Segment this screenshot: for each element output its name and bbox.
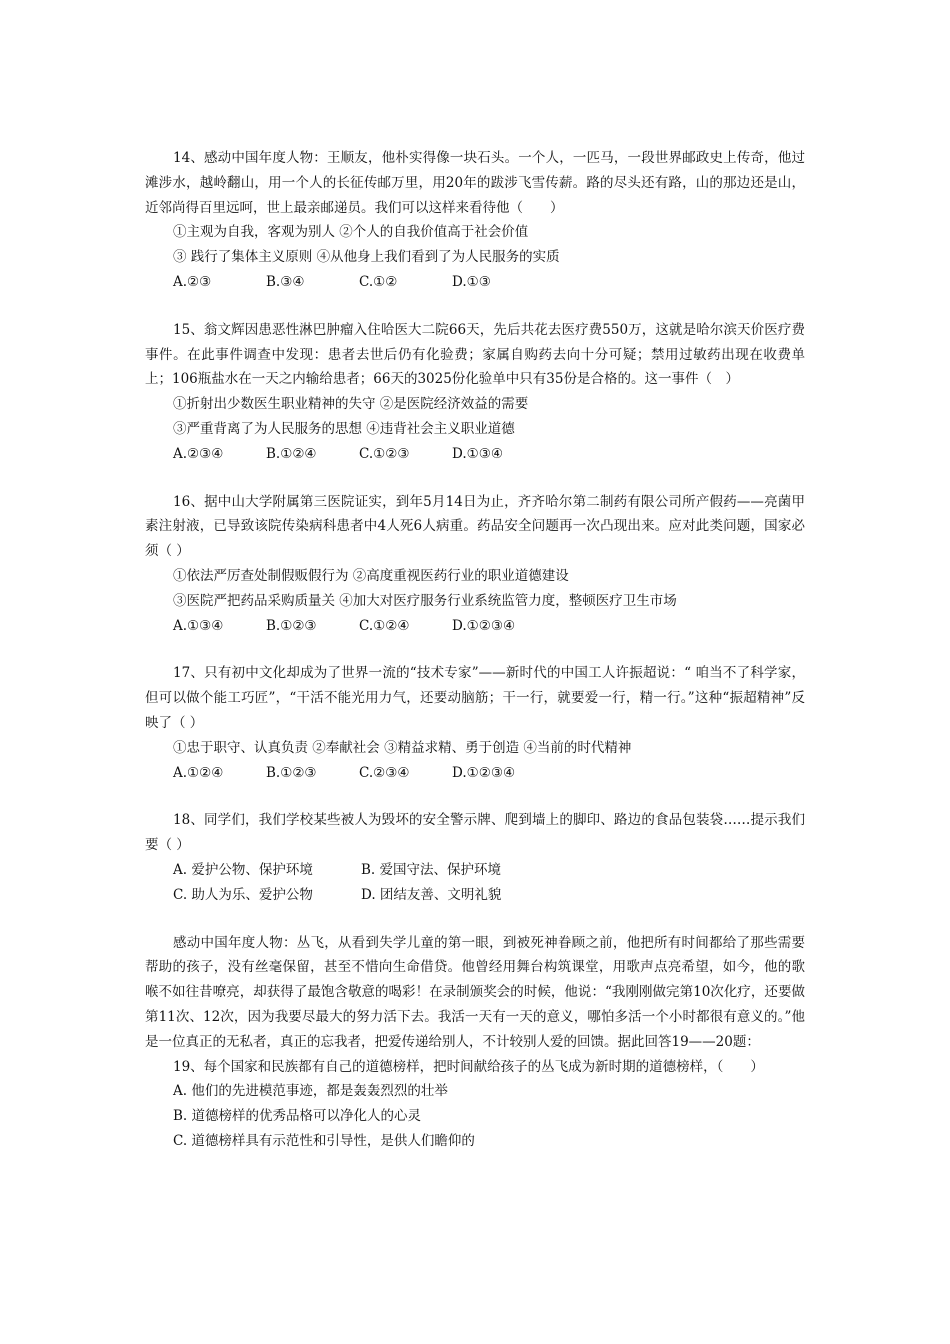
choice-b: B.③④ (266, 273, 305, 290)
statement-line: ③严重背离了为人民服务的思想 ④违背社会主义职业道德 (173, 420, 515, 437)
question-18 (145, 808, 805, 907)
choice-d: D. 团结友善、文明礼貌 (361, 886, 502, 903)
question-stem: 19、每个国家和民族都有自己的道德榜样，把时间献给孩子的丛飞成为新时期的道德榜样，（ ） (173, 1058, 764, 1075)
choice-b: B.①②④ (266, 445, 317, 462)
question-16 (145, 490, 805, 639)
question-stem: 17、只有初中文化却成为了世界一流的“技术专家”——新时代的中国工人许振超说：“ 咱当不了科学家，但可以做个能工巧匠”，“干活不能光用力气，还要动脑筋；干一行，就要爱一行，精一行。”这种“振超精神”反映了（ ） (145, 665, 805, 731)
choice-c: C. 道德榜样具有示范性和引导性，是供人们瞻仰的 (173, 1132, 475, 1149)
statement-line: ①折射出少数医生职业精神的失守 ②是医院经济效益的需要 (173, 396, 529, 413)
statement-line: ①忠于职守、认真负责 ②奉献社会 ③精益求精、勇于创造 ④当前的时代精神 (173, 739, 632, 756)
choice-a: A.①②④ (173, 764, 224, 781)
choice-row (145, 858, 805, 883)
question-stem: 14、感动中国年度人物：王顺友，他朴实得像一块石头。一个人，一匹马，一段世界邮政史上传奇，他过滩涉水，越岭翻山，用一个人的长征传邮万里，用20年的跋涉飞雪传薪。路的尽头还有路，山的那边还是山，近邻尚得百里远呵，世上最亲邮递员。我们可以这样来看待他（ ） (145, 150, 805, 216)
choice-a: A.②③ (173, 273, 212, 290)
choice-d: D.①②③④ (452, 617, 516, 634)
choice-row (145, 761, 805, 786)
question-19 (145, 1055, 805, 1154)
statement-line: ①主观为自我，客观为别人 ②个人的自我价值高于社会价值 (173, 224, 529, 241)
statement-line: ③ 践行了集体主义原则 ④从他身上我们看到了为人民服务的实质 (173, 249, 560, 266)
choice-b: B.①②③ (266, 764, 317, 781)
choice-d: D.①③④ (452, 445, 503, 462)
choice-a: A.②③④ (173, 445, 224, 462)
choice-row (145, 442, 805, 467)
question-14 (145, 146, 805, 295)
question-stem: 18、同学们，我们学校某些被人为毁坏的安全警示牌、爬到墙上的脚印、路边的食品包装袋……提示我们要（ ） (145, 812, 805, 854)
choice-b: B.①②③ (266, 617, 317, 634)
choice-row (145, 883, 805, 908)
choice-a: A. 他们的先进模范事迹，都是轰轰烈烈的壮举 (173, 1083, 448, 1100)
choice-b: B. 爱国守法、保护环境 (361, 861, 502, 878)
choice-a: A.①③④ (173, 617, 224, 634)
choice-d: D.①②③④ (452, 764, 516, 781)
question-stem: 16、据中山大学附属第三医院证实，到年5月14日为止，齐齐哈尔第二制药有限公司所产假药——亮菌甲素注射液，已导致该院传染病科患者中4人死6人病重。药品安全问题再一次凸现出来。应对此类问题，国家必须（ ） (145, 493, 805, 560)
choice-c: C.①②③ (359, 445, 410, 462)
statement-line: ③医院严把药品采购质量关 ④加大对医疗服务行业系统监管力度，整顿医疗卫生市场 (173, 592, 677, 609)
statement-line: ①依法严厉查处制假贩假行为 ②高度重视医药行业的职业道德建设 (173, 567, 569, 584)
question-stem: 15、翁文辉因患恶性淋巴肿瘤入住哈医大二院66天，先后共花去医疗费550万，这就是哈尔滨天价医疗费事件。在此事件调查中发现：患者去世后仍有化验费；家属自购药去向十分可疑；禁用过敏药出现在收费单上；106瓶盐水在一天之内输给患者；66天的3025份化验单中只有35份是合格的。这一事件（ ） (145, 321, 805, 388)
choice-c: C.①②④ (359, 617, 410, 634)
choice-d: D.①③ (452, 273, 491, 290)
choice-row (145, 614, 805, 639)
choice-c: C.②③④ (359, 764, 410, 781)
choice-row (145, 270, 805, 295)
question-15 (145, 318, 805, 467)
reading-passage: 感动中国年度人物：丛飞，从看到失学儿童的第一眼，到被死神眷顾之前，他把所有时间都给了那些需要帮助的孩子，没有丝毫保留，甚至不惜向生命借贷。他曾经用舞台构筑课堂，用歌声点亮希望，如今，他的歌喉不如往昔嘹亮，却获得了最饱含敬意的喝彩！在录制颁奖会的时候，他说：“我刚刚做完第10次化疗，还要做第11次、12次，因为我要尽最大的努力活下去。我活一天有一天的意义，哪怕多活一个小时都很有意义的。”他是一位真正的无私者，真正的忘我者，把爱传递给别人，不计较别人爱的回馈。据此回答19——20题： (145, 934, 805, 1050)
choice-b: B. 道德榜样的优秀品格可以净化人的心灵 (173, 1108, 422, 1125)
choice-a: A. 爱护公物、保护环境 (173, 861, 313, 878)
choice-c: C. 助人为乐、爱护公物 (173, 886, 313, 903)
question-17 (145, 661, 805, 785)
choice-c: C.①② (359, 273, 398, 290)
